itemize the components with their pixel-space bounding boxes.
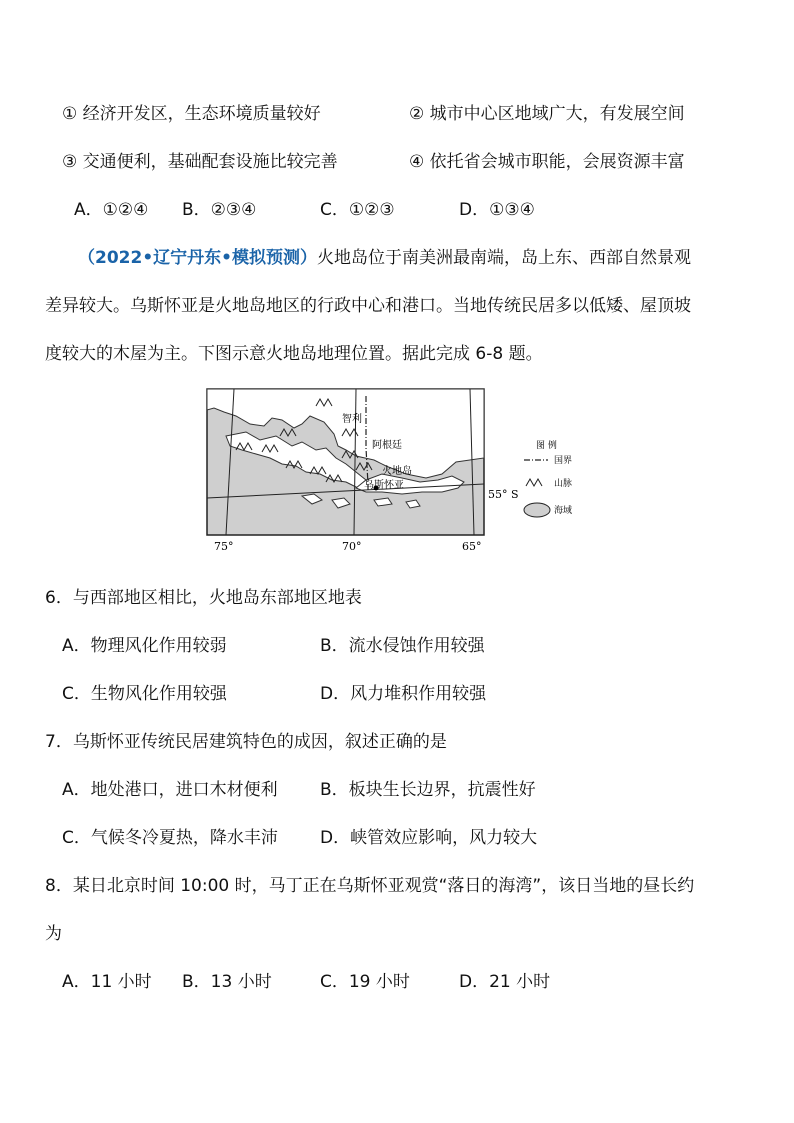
tierra-del-fuego-map [206, 388, 586, 558]
label-lon-65: 65° [462, 540, 482, 553]
label-latitude: 55° S [488, 488, 519, 501]
q8-option-b: B．13 小时 [182, 972, 272, 992]
q7-option-c: C．气候冬冷夏热，降水丰沛 [62, 828, 278, 848]
label-argentina: 阿根廷 [372, 440, 402, 451]
question-8-stem-line-2: 为 [45, 924, 62, 944]
statement-4: ④ 依托省会城市职能，会展资源丰富 [409, 152, 685, 172]
prev-option-d: D．①③④ [459, 200, 535, 220]
label-lon-75: 75° [214, 540, 234, 553]
statement-3: ③ 交通便利，基础配套设施比较完善 [62, 152, 338, 172]
prev-option-a: A．①②④ [74, 200, 149, 220]
legend-title: 图 例 [536, 441, 557, 451]
legend-mountain-label: 山脉 [554, 479, 573, 489]
q6-option-b: B．流水侵蚀作用较强 [320, 636, 485, 656]
passage-text-1: 火地岛位于南美洲最南端，岛上东、西部自然景观 [317, 248, 692, 268]
legend-mountain-symbol [526, 479, 542, 486]
question-7-stem: 7．乌斯怀亚传统民居建筑特色的成因，叙述正确的是 [45, 732, 447, 752]
passage-line-1 [78, 246, 691, 270]
label-lon-70: 70° [342, 540, 362, 553]
prev-option-c: C．①②③ [320, 200, 395, 220]
q6-option-c: C．生物风化作用较强 [62, 684, 227, 704]
statement-1: ① 经济开发区，生态环境质量较好 [62, 104, 321, 124]
legend-border-label: 国界 [554, 456, 573, 466]
question-6-stem: 6．与西部地区相比，火地岛东部地区地表 [45, 588, 362, 608]
q6-option-d: D．风力堆积作用较强 [320, 684, 487, 704]
legend-sea-label: 海域 [554, 506, 573, 516]
q6-option-a: A．物理风化作用较弱 [62, 636, 227, 656]
passage-line-3: 度较大的木屋为主。下图示意火地岛地理位置。据此完成 6-8 题。 [45, 344, 543, 364]
q7-option-d: D．峡管效应影响，风力较大 [320, 828, 538, 848]
q8-option-c: C．19 小时 [320, 972, 410, 992]
q8-option-d: D．21 小时 [459, 972, 551, 992]
label-island: 火地岛 [382, 466, 412, 477]
passage-line-2: 差异较大。乌斯怀亚是火地岛地区的行政中心和港口。当地传统民居多以低矮、屋顶坡 [45, 296, 691, 316]
legend-sea-symbol [524, 503, 550, 517]
q7-option-a: A．地处港口，进口木材便利 [62, 780, 278, 800]
prev-option-b: B．②③④ [182, 200, 257, 220]
q7-option-b: B．板块生长边界，抗震性好 [320, 780, 536, 800]
q8-option-a: A．11 小时 [62, 972, 152, 992]
label-city: 乌斯怀亚 [364, 480, 404, 491]
label-chile: 智利 [342, 414, 362, 425]
statement-2: ② 城市中心区地域广大，有发展空间 [409, 104, 685, 124]
question-8-stem-line-1: 8．某日北京时间 10:00 时，马丁正在乌斯怀亚观赏“落日的海湾”，该日当地的昼长约 [45, 876, 695, 896]
passage-source: （2022•辽宁丹东•模拟预测） [78, 248, 318, 268]
